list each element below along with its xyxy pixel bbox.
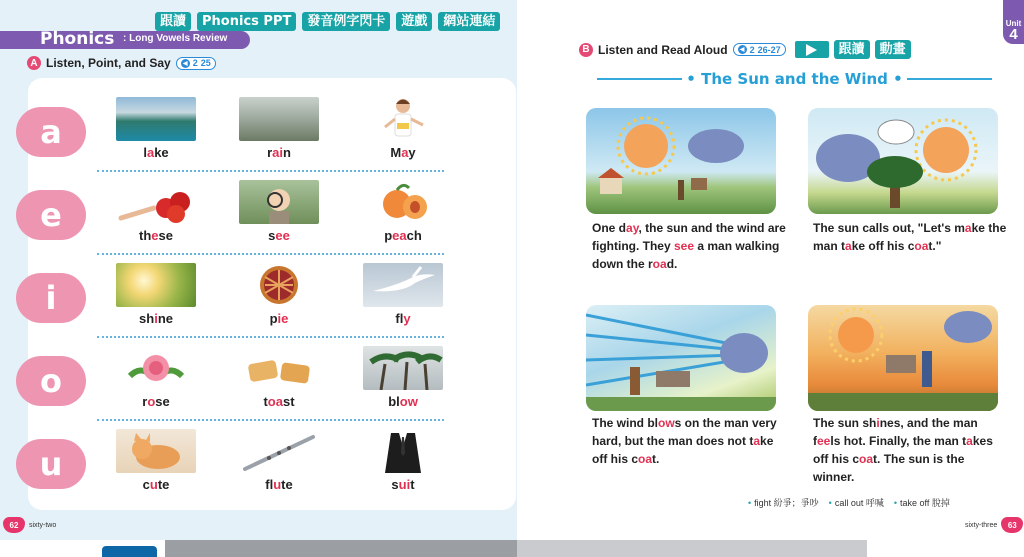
kitten-image — [116, 429, 196, 473]
word-card-fly[interactable] — [353, 263, 453, 326]
speaker-icon: ◀ — [181, 59, 190, 68]
tab-web-links[interactable]: 網站連結 — [438, 12, 500, 31]
page-number-word: sixty-two — [29, 521, 57, 529]
glossary-item: • take off 脫掉 — [893, 498, 950, 508]
word-card-rose[interactable] — [106, 346, 206, 409]
vowel-i: i — [16, 273, 86, 323]
story-paragraph-1: One day, the sun and the wind are fighting. They see a man walking down the road. — [592, 221, 786, 271]
story-paragraph-2: The sun calls out, "Let's make the man take off his coat." — [813, 221, 1007, 253]
unit-tab — [1003, 0, 1024, 44]
page-footer-left — [3, 517, 56, 533]
word-label: pie — [269, 311, 289, 326]
row-divider — [97, 253, 444, 255]
story-panel-2 — [808, 108, 998, 214]
section-b-header — [579, 40, 911, 59]
lake-image — [116, 97, 196, 141]
row-divider — [97, 170, 444, 172]
toast-image — [239, 346, 319, 390]
word-card-blow[interactable] — [353, 346, 453, 409]
wind-blowing-illustration — [586, 305, 776, 411]
viewer-scrollbar-left[interactable] — [165, 540, 517, 557]
section-b-badge: B — [579, 43, 593, 57]
word-card-suit[interactable] — [353, 429, 453, 492]
suit-image — [363, 429, 443, 473]
page-footer-right — [965, 517, 1023, 533]
word-card-see[interactable] — [229, 180, 329, 243]
row-divider — [97, 336, 444, 338]
suit-icon — [363, 429, 443, 473]
unit-label: Unit — [1005, 19, 1022, 28]
animation-button[interactable]: 動畫 — [875, 40, 911, 59]
word-label: toast — [263, 394, 295, 409]
read-along-button[interactable]: 跟讀 — [834, 40, 870, 59]
windy-trees-image — [363, 346, 443, 390]
audio-track-button[interactable] — [176, 57, 216, 70]
story-panel-4 — [808, 305, 998, 411]
audio-cd: 2 — [749, 44, 755, 55]
word-label: suit — [391, 477, 415, 492]
word-card-may[interactable] — [353, 97, 453, 160]
flute-icon — [239, 429, 319, 473]
word-label: these — [139, 228, 173, 243]
bird-icon — [363, 263, 443, 307]
section-a-badge: A — [27, 56, 41, 70]
story-title-bar — [597, 70, 992, 86]
word-label: lake — [143, 145, 169, 160]
peach-icon — [363, 180, 443, 224]
palm-tree-icon — [363, 346, 443, 390]
page-number-word: sixty-three — [965, 521, 998, 529]
word-label: rose — [142, 394, 170, 409]
left-page — [0, 0, 517, 540]
glossary-item: • call out 呼喊 — [828, 498, 884, 508]
word-label: fly — [395, 311, 411, 326]
section-b-label: Listen and Read Aloud — [598, 42, 728, 57]
word-label: peach — [384, 228, 422, 243]
girl-may-image — [363, 97, 443, 141]
magnifier-boy-image — [239, 180, 319, 224]
play-button[interactable] — [795, 41, 829, 58]
word-card-lake[interactable] — [106, 97, 206, 160]
word-card-flute[interactable] — [229, 429, 329, 492]
tab-games[interactable]: 遊戲 — [396, 12, 432, 31]
viewer-scrollbar-right[interactable] — [517, 540, 867, 557]
word-card-peach[interactable] — [353, 180, 453, 243]
speaker-icon: ◀ — [738, 45, 747, 54]
word-card-shine[interactable] — [106, 263, 206, 326]
cat-icon — [116, 429, 196, 473]
section-a-header — [27, 56, 216, 70]
story-panel-3 — [586, 305, 776, 411]
tab-read-along[interactable]: 跟讀 — [155, 12, 191, 31]
apples-icon — [116, 180, 196, 224]
tab-phonics-ppt[interactable]: Phonics PPT — [197, 12, 296, 31]
page-number-badge: 63 — [1001, 517, 1023, 533]
audio-cd: 2 — [192, 58, 198, 68]
page-subtitle: : Long Vowels Review — [123, 33, 228, 44]
rose-image — [116, 346, 196, 390]
bird-image — [363, 263, 443, 307]
word-label: flute — [265, 477, 293, 492]
sunshine-image — [116, 263, 196, 307]
story-panel-1 — [586, 108, 776, 214]
girl-icon — [363, 97, 443, 141]
word-label: shine — [139, 311, 173, 326]
story-title: • The Sun and the Wind • — [686, 70, 903, 88]
sun-and-wind-arguing-illustration — [586, 108, 776, 214]
pie-icon — [239, 263, 319, 307]
rose-icon — [116, 346, 196, 390]
sun-shines-illustration — [808, 305, 998, 411]
pie-image — [239, 263, 319, 307]
apples-image — [116, 180, 196, 224]
peach-image — [363, 180, 443, 224]
section-a-label: Listen, Point, and Say — [46, 56, 171, 70]
word-card-these[interactable] — [106, 180, 206, 243]
vowel-e: e — [16, 190, 86, 240]
play-icon — [806, 44, 817, 56]
page-title: Phonics — [40, 29, 115, 49]
word-label: blow — [388, 394, 418, 409]
page-title-bar — [0, 31, 250, 49]
word-card-pie[interactable] — [229, 263, 329, 326]
word-card-toast[interactable] — [229, 346, 329, 409]
word-label: see — [268, 228, 290, 243]
vowel-u: u — [16, 439, 86, 489]
row-divider — [97, 419, 444, 421]
rain-image — [239, 97, 319, 141]
magnifier-icon — [239, 180, 319, 224]
audio-track: 25 — [200, 58, 211, 68]
glossary — [748, 496, 950, 509]
word-label: May — [390, 145, 416, 160]
flute-image — [239, 429, 319, 473]
right-page — [517, 0, 1024, 540]
word-card-cute[interactable] — [106, 429, 206, 492]
resource-tabs — [155, 12, 500, 31]
word-label: cute — [142, 477, 170, 492]
story-paragraph-4: The sun shines, and the man feels hot. Finally, the man takes off his coat. The sun is the winner. — [813, 416, 993, 484]
glossary-item: • fight 紛爭；爭吵 — [748, 498, 819, 508]
story-paragraph-3: The wind blows on the man very hard, but the man does not take off his coat. — [592, 416, 777, 466]
unit-number: 4 — [1009, 26, 1018, 43]
viewer-toolbar-tab[interactable] — [102, 546, 157, 557]
audio-track-button[interactable] — [733, 43, 786, 56]
vowel-a: a — [16, 107, 86, 157]
word-label: rain — [267, 145, 291, 160]
sun-calls-out-illustration — [808, 108, 998, 214]
vowel-o: o — [16, 356, 86, 406]
toast-icon — [239, 346, 319, 390]
page-number-badge: 62 — [3, 517, 25, 533]
audio-track: 26-27 — [757, 44, 781, 55]
tab-flashcards[interactable]: 發音例字閃卡 — [302, 12, 390, 31]
word-card-rain[interactable] — [229, 97, 329, 160]
